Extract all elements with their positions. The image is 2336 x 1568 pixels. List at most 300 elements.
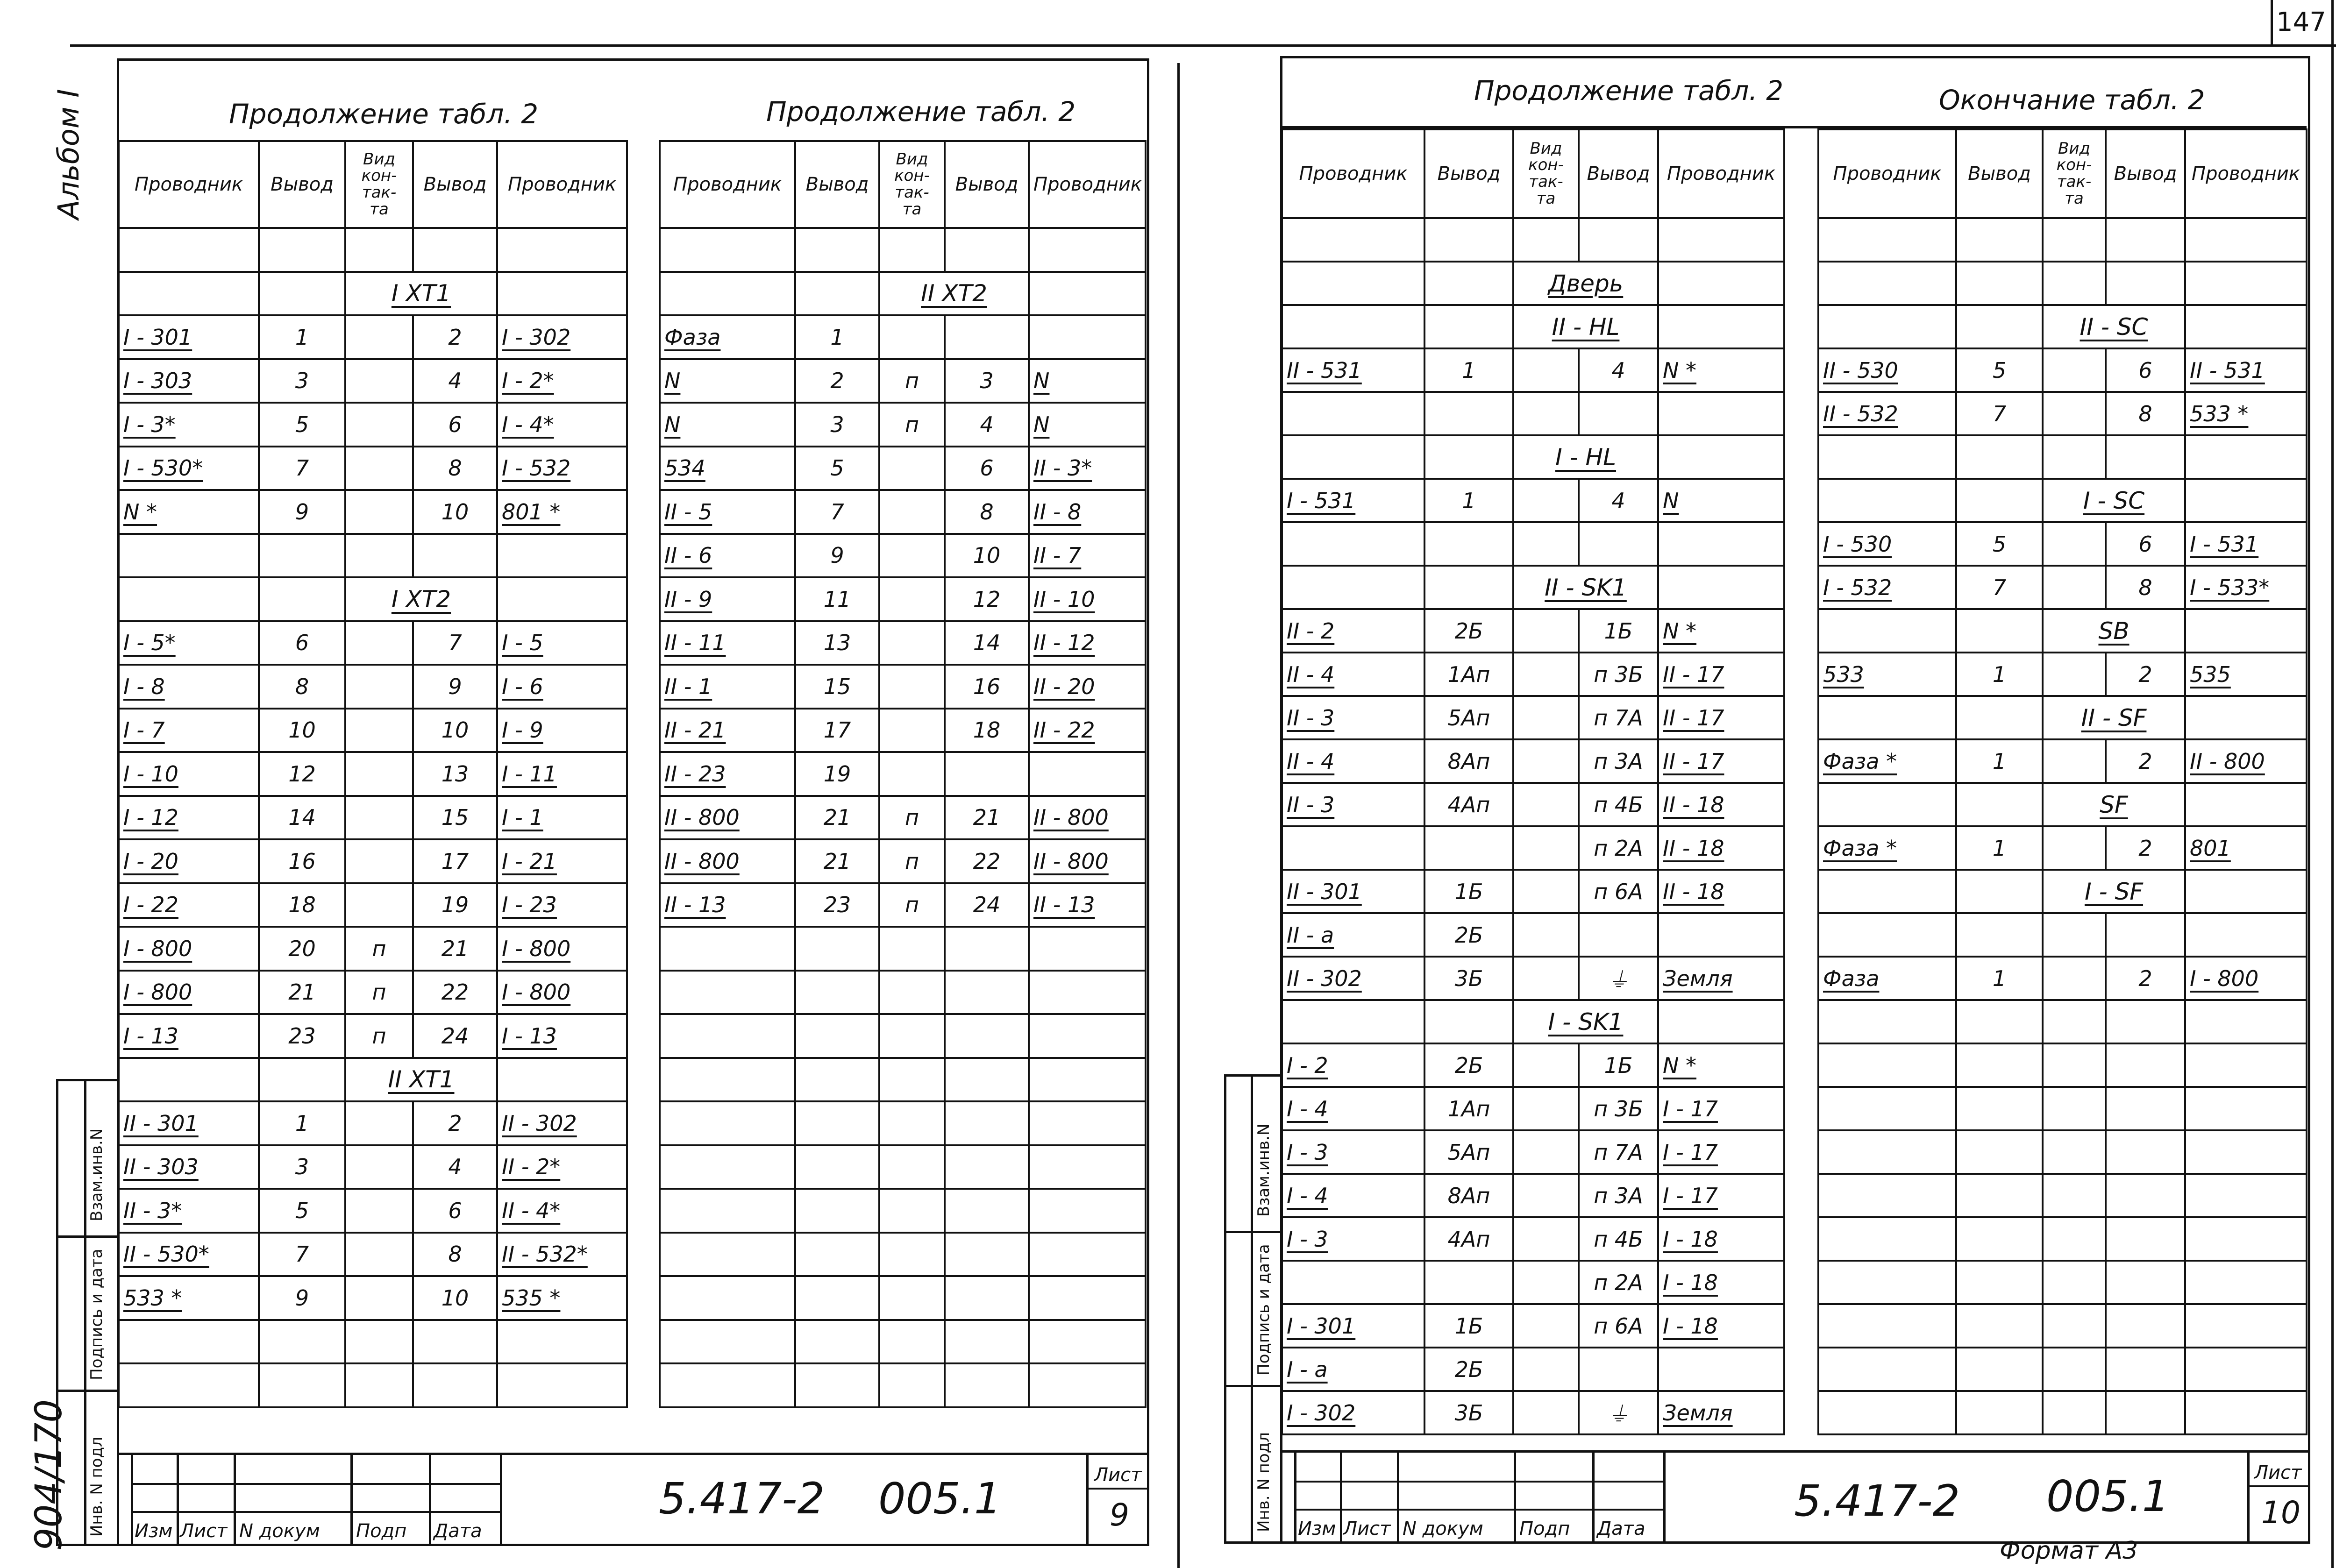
table-row [1818, 1304, 2307, 1348]
section-row [119, 1058, 627, 1102]
table-cell: 23 [795, 883, 879, 927]
table-cell [1513, 1261, 1579, 1304]
table-cell: 10 [413, 1276, 497, 1320]
table-cell: 533 * [119, 1276, 259, 1320]
document-subcode: 005.1 [878, 1474, 1002, 1524]
table-cell: 7 [795, 490, 879, 534]
table-cell: II - 800 [660, 796, 795, 840]
table-cell: 2 [413, 315, 497, 359]
table-cell: п 7А [1579, 1130, 1658, 1174]
table-row [660, 1233, 1146, 1277]
table-cell: II - 6 [660, 534, 795, 578]
table-row [660, 577, 1146, 621]
table-cell: I - 3 [1282, 1130, 1424, 1174]
col-header-terminal: Вывод [945, 141, 1029, 228]
table-cell: 7 [259, 447, 345, 490]
table-row [119, 971, 627, 1015]
table-cell: 8 [2106, 392, 2185, 435]
table-cell [879, 752, 945, 796]
table-cell: 17 [413, 839, 497, 883]
table-cell [879, 1101, 945, 1145]
table-row [1818, 1130, 2307, 1174]
table-cell: II - 1 [660, 665, 795, 709]
table-cell: 10 [945, 534, 1029, 578]
table-cell [2185, 1000, 2307, 1043]
table-row [1282, 696, 1784, 739]
table-cell: 5 [259, 1189, 345, 1233]
table-cell [1029, 1145, 1146, 1189]
table-cell: I - 8 [119, 665, 259, 709]
table-cell: п [345, 1014, 413, 1058]
table-cell [2106, 1130, 2185, 1174]
table-cell [1956, 1087, 2043, 1130]
table-cell: I - 13 [497, 1014, 627, 1058]
table-cell [1029, 315, 1146, 359]
table-row [660, 839, 1146, 883]
table-cell [345, 1101, 413, 1145]
table-row [1282, 609, 1784, 653]
table-cell [879, 1233, 945, 1277]
table-row [660, 665, 1146, 709]
table-cell [1282, 1261, 1424, 1304]
table-cell [413, 1363, 497, 1407]
table-cell: 3Б [1424, 1391, 1513, 1434]
table-cell [1513, 1130, 1579, 1174]
stamp-label: Изм [135, 1520, 173, 1542]
table-cell [1818, 1261, 1956, 1304]
table-caption: Продолжение табл. 2 [766, 96, 1076, 128]
table-cell [945, 971, 1029, 1015]
table-cell: I - а [1282, 1348, 1424, 1391]
table-cell: II - 530 [1818, 348, 1956, 392]
table-row [1282, 957, 1784, 1000]
table-cell [1029, 1058, 1146, 1102]
table-cell: 1 [259, 1101, 345, 1145]
table-cell: II - 18 [1658, 870, 1784, 913]
stamp-label: Взам.инв.N [1254, 1123, 1273, 1217]
table-row [119, 883, 627, 927]
table-cell [2106, 913, 2185, 957]
col-header-terminal: Вывод [413, 141, 497, 228]
table-row [1282, 392, 1784, 435]
table-cell [1818, 1000, 1956, 1043]
document-code: 5.417-2 [659, 1474, 825, 1524]
table-row [660, 1014, 1146, 1058]
section-row [660, 272, 1146, 316]
table-cell [1029, 228, 1146, 272]
table-cell: II - 303 [119, 1145, 259, 1189]
table-row [1818, 435, 2307, 479]
table-cell: II - 531 [1282, 348, 1424, 392]
table-row [660, 447, 1146, 490]
table-cell: 5Ап [1424, 696, 1513, 739]
section-row [1818, 479, 2307, 522]
table-cell: II - 13 [1029, 883, 1146, 927]
table-cell: 3Б [1424, 957, 1513, 1000]
table-row [1282, 870, 1784, 913]
col-header-conductor: Проводник [2185, 129, 2307, 218]
table-cell [345, 883, 413, 927]
table-cell [879, 621, 945, 665]
table-cell [1424, 218, 1513, 262]
table-cell [2106, 1000, 2185, 1043]
table-cell [879, 665, 945, 709]
table-cell [795, 1233, 879, 1277]
table-cell: II - 3* [1029, 447, 1146, 490]
table-cell [2185, 262, 2307, 305]
table-cell [879, 534, 945, 578]
table-cell: I - 2* [497, 359, 627, 403]
table-row [1282, 1130, 1784, 1174]
table-row [1282, 1217, 1784, 1261]
table-cell: п 3Б [1579, 1087, 1658, 1130]
table-cell [2106, 435, 2185, 479]
table-cell [2106, 1261, 2185, 1304]
table-cell [259, 1363, 345, 1407]
table-cell [119, 534, 259, 578]
table-row [660, 1058, 1146, 1102]
table-cell: 6 [945, 447, 1029, 490]
col-header-terminal: Вывод [1579, 129, 1658, 218]
table-cell: 11 [795, 577, 879, 621]
col-header-terminal: Вывод [1956, 129, 2043, 218]
table-cell: II - 800 [1029, 796, 1146, 840]
document-subcode: 005.1 [2046, 1471, 2170, 1521]
table-cell [2043, 348, 2106, 392]
table-cell [879, 228, 945, 272]
header-row [660, 141, 1146, 228]
table-cell [2043, 522, 2106, 566]
table-cell: 21 [795, 796, 879, 840]
table-cell: I - 302 [497, 315, 627, 359]
table-cell: 15 [413, 796, 497, 840]
table-cell: I - 3 [1282, 1217, 1424, 1261]
table-cell [413, 1320, 497, 1364]
sheet-number: 10 [2261, 1495, 2300, 1531]
table-cell [1029, 1363, 1146, 1407]
table-cell: 13 [413, 752, 497, 796]
table-cell [1513, 1087, 1579, 1130]
table-cell [795, 927, 879, 971]
table-cell: 3 [795, 403, 879, 447]
table-cell [1658, 1348, 1784, 1391]
side-stamp [1224, 1074, 1282, 1544]
table-cell: 3 [259, 359, 345, 403]
table-cell: 7 [413, 621, 497, 665]
table-cell: 8 [945, 490, 1029, 534]
table-cell: 3 [259, 1145, 345, 1189]
table-cell: I - 7 [119, 709, 259, 752]
table-cell [1513, 913, 1579, 957]
table-cell: 22 [413, 971, 497, 1015]
table-cell: II - 12 [1029, 621, 1146, 665]
table-cell [2106, 1087, 2185, 1130]
section-row [1282, 305, 1784, 348]
table-cell: 16 [259, 839, 345, 883]
table-cell: 24 [413, 1014, 497, 1058]
table-cell [2043, 653, 2106, 696]
table-cell [1029, 1320, 1146, 1364]
table-cell [2185, 1174, 2307, 1217]
table-cell [1818, 218, 1956, 262]
table-cell [2043, 1304, 2106, 1348]
table-cell [660, 1363, 795, 1407]
table-row [1818, 913, 2307, 957]
table-cell: I - 800 [119, 927, 259, 971]
table-cell: п [879, 796, 945, 840]
table-cell [1818, 1391, 1956, 1434]
table-cell [345, 621, 413, 665]
table-row [660, 1145, 1146, 1189]
table-cell [945, 927, 1029, 971]
table-row [1282, 1043, 1784, 1087]
table-cell [1658, 218, 1784, 262]
table-row [119, 752, 627, 796]
table-cell: I - 21 [497, 839, 627, 883]
table-cell: I - 301 [119, 315, 259, 359]
table-cell: I - 303 [119, 359, 259, 403]
table-cell: 20 [259, 927, 345, 971]
title-block [117, 1453, 1147, 1544]
table-cell: 1 [1956, 957, 2043, 1000]
table-row [1282, 1261, 1784, 1304]
table-cell [1956, 1304, 2043, 1348]
table-cell: N [1029, 359, 1146, 403]
table-cell [1956, 913, 2043, 957]
table-cell: 3 [945, 359, 1029, 403]
table-row [660, 1189, 1146, 1233]
table-cell: I - 800 [2185, 957, 2307, 1000]
table-cell: I - 18 [1658, 1261, 1784, 1304]
table-cell [2043, 739, 2106, 783]
table-row [119, 1276, 627, 1320]
table-cell [945, 752, 1029, 796]
table-cell [879, 1189, 945, 1233]
col-header-terminal: Вывод [2106, 129, 2185, 218]
table-cell [660, 1058, 795, 1102]
table-cell: N * [1658, 1043, 1784, 1087]
table-cell: ⏚ [1579, 957, 1658, 1000]
table-cell: II - 20 [1029, 665, 1146, 709]
sheet-marker: 147 [2276, 7, 2326, 37]
table-cell [259, 228, 345, 272]
table-cell: 24 [945, 883, 1029, 927]
col-header-conductor: Проводник [1658, 129, 1784, 218]
table-cell [2106, 218, 2185, 262]
table-cell [945, 1145, 1029, 1189]
table-cell [2043, 1174, 2106, 1217]
table-cell: п 4Б [1579, 783, 1658, 826]
table-cell [660, 1101, 795, 1145]
table-cell: 801 [2185, 826, 2307, 870]
stamp-label: Дата [434, 1520, 482, 1542]
section-row [1282, 262, 1784, 305]
table-cell [1029, 1101, 1146, 1145]
table-cell: 1Б [1579, 609, 1658, 653]
table-cell: II - 302 [1282, 957, 1424, 1000]
table-row [660, 883, 1146, 927]
section-label: SF [2043, 783, 2185, 826]
table-row [1818, 262, 2307, 305]
table-cell [660, 971, 795, 1015]
table-cell [879, 927, 945, 971]
table-cell: п 7А [1579, 696, 1658, 739]
table-cell [345, 1189, 413, 1233]
table-cell [795, 1101, 879, 1145]
connection-table [1281, 128, 1785, 1435]
table-cell: II - 17 [1658, 653, 1784, 696]
table-cell: 535 [2185, 653, 2307, 696]
table-cell [1818, 1217, 1956, 1261]
table-cell [1956, 1217, 2043, 1261]
sheet-label: Лист [2254, 1462, 2302, 1483]
table-cell [1513, 1391, 1579, 1434]
table-cell [660, 1276, 795, 1320]
table-row [1818, 1000, 2307, 1043]
table-cell: 2Б [1424, 913, 1513, 957]
table-cell [1956, 1043, 2043, 1087]
table-cell [2185, 1391, 2307, 1434]
table-cell [1513, 609, 1579, 653]
table-cell [660, 927, 795, 971]
section-row [1282, 1000, 1784, 1043]
table-cell: 14 [945, 621, 1029, 665]
table-cell: 2Б [1424, 1043, 1513, 1087]
table-cell [1579, 392, 1658, 435]
table-cell: 1 [1956, 653, 2043, 696]
table-cell: 10 [259, 709, 345, 752]
table-cell: II - 4 [1282, 653, 1424, 696]
table-cell [1956, 262, 2043, 305]
table-cell [2185, 1304, 2307, 1348]
table-cell [1579, 1348, 1658, 1391]
table-cell [345, 1320, 413, 1364]
table-cell [795, 1145, 879, 1189]
table-cell [1029, 1233, 1146, 1277]
table-cell: п [345, 971, 413, 1015]
table-cell: I - 2 [1282, 1043, 1424, 1087]
table-cell: II - 532 [1818, 392, 1956, 435]
table-row [660, 752, 1146, 796]
table-cell: 10 [413, 490, 497, 534]
table-cell: п [879, 403, 945, 447]
table-cell: п 3А [1579, 1174, 1658, 1217]
stamp-label: Взам.инв.N [87, 1128, 106, 1221]
table-cell [945, 1101, 1029, 1145]
table-cell: 2 [2106, 653, 2185, 696]
table-cell [660, 228, 795, 272]
document-code: 5.417-2 [1794, 1476, 1960, 1526]
table-cell [945, 1363, 1029, 1407]
table-cell: I - 5* [119, 621, 259, 665]
section-label: II - SF [2043, 696, 2185, 739]
table-cell: 4Ап [1424, 1217, 1513, 1261]
section-label: Дверь [1513, 262, 1658, 305]
table-row [1282, 653, 1784, 696]
table-row [660, 1276, 1146, 1320]
table-row [1818, 957, 2307, 1000]
table-cell: I - 12 [119, 796, 259, 840]
table-cell: 14 [259, 796, 345, 840]
table-cell: 1 [259, 315, 345, 359]
table-cell [1513, 653, 1579, 696]
table-cell [259, 1320, 345, 1364]
table-cell: 1Ап [1424, 653, 1513, 696]
table-cell: 1 [1424, 479, 1513, 522]
table-cell: 4 [413, 359, 497, 403]
table-cell: I - 18 [1658, 1304, 1784, 1348]
table-cell [497, 1320, 627, 1364]
table-cell: 8Ап [1424, 1174, 1513, 1217]
table-cell: п 2А [1579, 826, 1658, 870]
section-label: II XT1 [345, 1058, 497, 1102]
table-cell: II - 531 [2185, 348, 2307, 392]
table-cell: 13 [795, 621, 879, 665]
table-cell: I - 23 [497, 883, 627, 927]
table-row [1282, 783, 1784, 826]
table-cell: I - 532 [497, 447, 627, 490]
table-cell: 4 [945, 403, 1029, 447]
table-cell [345, 752, 413, 796]
table-row [1818, 1261, 2307, 1304]
table-row [119, 1189, 627, 1233]
table-row [1818, 1174, 2307, 1217]
table-cell [1818, 1304, 1956, 1348]
table-cell [1513, 218, 1579, 262]
table-cell [259, 534, 345, 578]
table-row [1282, 1391, 1784, 1434]
stamp-label: Подп [1519, 1518, 1570, 1540]
table-cell: п [879, 839, 945, 883]
table-cell: 533 * [2185, 392, 2307, 435]
table-row [119, 621, 627, 665]
table-cell: Фаза [660, 315, 795, 359]
connection-table [1817, 128, 2308, 1435]
table-cell: 22 [945, 839, 1029, 883]
table-cell [1956, 1348, 2043, 1391]
header-row [119, 141, 627, 228]
table-cell: II - 17 [1658, 696, 1784, 739]
table-row [1818, 1217, 2307, 1261]
table-cell: II - 8 [1029, 490, 1146, 534]
col-header-conductor: Проводник [497, 141, 627, 228]
table-cell [879, 490, 945, 534]
table-cell: 9 [259, 1276, 345, 1320]
table-cell [1513, 522, 1579, 566]
table-cell [945, 1058, 1029, 1102]
table-cell [1956, 1174, 2043, 1217]
table-row [119, 315, 627, 359]
table-cell [1658, 392, 1784, 435]
table-cell: Фаза * [1818, 826, 1956, 870]
table-row [119, 665, 627, 709]
table-cell [1818, 1130, 1956, 1174]
section-row [119, 577, 627, 621]
table-cell [2043, 1000, 2106, 1043]
table-row [660, 709, 1146, 752]
table-cell [497, 1363, 627, 1407]
table-cell: N [660, 359, 795, 403]
table-cell [345, 796, 413, 840]
table-cell: 2Б [1424, 609, 1513, 653]
table-row [119, 1014, 627, 1058]
table-cell [345, 228, 413, 272]
table-cell [879, 1320, 945, 1364]
table-cell [2106, 1043, 2185, 1087]
table-cell [795, 1014, 879, 1058]
table-cell: Земля [1658, 957, 1784, 1000]
table-cell [1424, 522, 1513, 566]
